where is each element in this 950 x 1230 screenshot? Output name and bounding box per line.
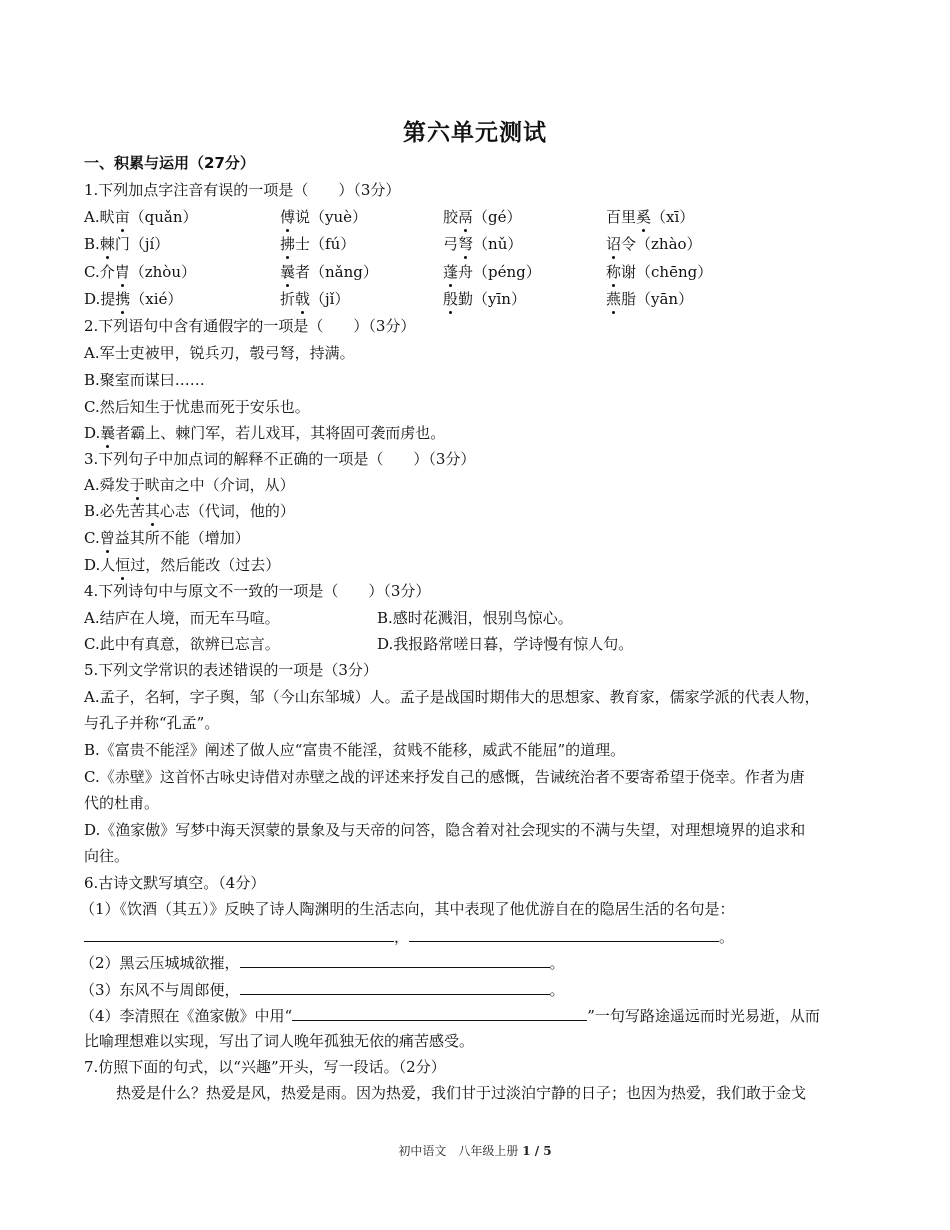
q5-option-a: A.孟子，名轲，字子舆，邹（今山东邹城）人。孟子是战国时期伟大的思想家、教育家，儒家学派的代表人物， (84, 688, 820, 706)
q4-option-c: C.此中有真意，欲辨已忘言。 (84, 635, 280, 653)
q1-option: 蓬舟（péng） (443, 263, 541, 281)
q7-stem: 7.仿照下面的句式，以“兴趣”开头，写一段话。（2分） (84, 1058, 446, 1076)
q6-item-4-cont: 比喻理想难以实现，写出了词人晚年孤独无依的痛苦感受。 (84, 1032, 475, 1050)
q5-option-c: C.《赤壁》这首怀古咏史诗借对赤壁之战的评述来抒发自己的感慨，告诫统治者不要寄希望于侥幸。作者为唐 (84, 768, 805, 786)
q1-option: 胶鬲（gé） (443, 208, 522, 226)
q1-option: 傅说（yuè） (280, 208, 368, 226)
q6-item-3: （3）东风不与周郎便， 。 (80, 981, 565, 999)
q1-option: 殷勤（yīn） (443, 290, 526, 308)
q2-option-a: A.军士吏被甲，锐兵刃，彀弓弩，持满。 (84, 344, 355, 362)
q1-option: 拂士（fú） (280, 235, 356, 253)
q5-option-c-cont: 代的杜甫。 (84, 794, 160, 812)
q4-option-d: D.我报路常嗟日暮，学诗慢有惊人句。 (377, 635, 634, 653)
q1-option: A.畎亩（quǎn） (84, 208, 198, 226)
q5-stem: 5.下列文学常识的表述错误的一项是（3分） (84, 661, 378, 679)
q1-option: C.介胄（zhòu） (84, 263, 196, 281)
fill-blank[interactable] (240, 952, 550, 968)
q4-option-b: B.感时花溅泪，恨别鸟惊心。 (377, 609, 573, 627)
q3-stem: 3.下列句子中加点词的解释不正确的一项是（ ）（3分） (84, 450, 476, 468)
q1-stem: 1.下列加点字注音有误的一项是（ ）（3分） (84, 181, 401, 199)
q2-stem: 2.下列语句中含有通假字的一项是（ ）（3分） (84, 317, 416, 335)
q2-option-d: D.曩者霸上、棘门军，若儿戏耳，其将固可袭而虏也。 (84, 424, 446, 442)
fill-blank[interactable] (409, 926, 719, 942)
q1-option: D.提携（xié） (84, 290, 183, 308)
page-footer (0, 1142, 950, 1159)
q3-option-c: C.曾益其所不能（增加） (84, 529, 250, 547)
q6-item-4: （4）李清照在《渔家傲》中用“ ”一句写路途遥远而时光易逝，从而 (80, 1007, 820, 1025)
q7-example-text: 热爱是什么？热爱是风，热爱是雨。因为热爱，我们甘于过淡泊宁静的日子；也因为热爱，我们敢于金戈 (116, 1084, 807, 1102)
footer-course: 初中语文 八年级上册 (398, 1144, 519, 1158)
q3-option-b: B.必先苦其心志（代词，他的） (84, 502, 295, 520)
q6-item-1-blanks: ， 。 (84, 926, 734, 947)
q5-option-b: B.《富贵不能淫》阐述了做人应“富贵不能淫，贫贱不能移，威武不能屈”的道理。 (84, 741, 626, 759)
q5-option-a-cont: 与孔子并称“孔孟”。 (84, 714, 220, 732)
q3-option-d: D.人恒过，然后能改（过去） (84, 556, 281, 574)
q6-stem: 6.古诗文默写填空。（4分） (84, 874, 266, 892)
q2-option-b: B.聚室而谋曰…… (84, 371, 205, 389)
q1-option: B.棘门（jí） (84, 235, 170, 253)
page-number: 1 / 5 (522, 1144, 552, 1158)
q4-stem: 4.下列诗句中与原文不一致的一项是（ ）（3分） (84, 582, 431, 600)
page-title: 第六单元测试 (403, 120, 547, 146)
q6-item-1: （1）《饮酒（其五）》反映了诗人陶渊明的生活志向，其中表现了他优游自在的隐居生活的名句是： (80, 900, 735, 918)
fill-blank[interactable] (240, 979, 550, 995)
q3-option-a: A.舜发于畎亩之中（介词，从） (84, 476, 295, 494)
q1-option: 称谢（chēng） (606, 263, 713, 281)
fill-blank[interactable] (84, 926, 394, 942)
q6-item-2: （2）黑云压城城欲摧， 。 (80, 954, 565, 972)
q1-option: 燕脂（yān） (606, 290, 694, 308)
q1-option: 百里奚（xī） (606, 208, 695, 226)
fill-blank[interactable] (292, 1005, 587, 1021)
q5-option-d-cont: 向往。 (84, 847, 130, 865)
q1-option: 折戟（jǐ） (280, 290, 350, 308)
q1-option: 曩者（nǎng） (280, 263, 378, 281)
q2-option-c: C.然后知生于忧患而死于安乐也。 (84, 398, 310, 416)
section-heading: 一、积累与运用（27分） (84, 154, 255, 172)
q1-option: 诏令（zhào） (606, 235, 702, 253)
q5-option-d: D.《渔家傲》写梦中海天溟蒙的景象及与天帝的问答，隐含着对社会现实的不满与失望，对理想境界的追求和 (84, 821, 806, 839)
q4-option-a: A.结庐在人境，而无车马喧。 (84, 609, 280, 627)
q1-option: 弓弩（nǔ） (443, 235, 523, 253)
